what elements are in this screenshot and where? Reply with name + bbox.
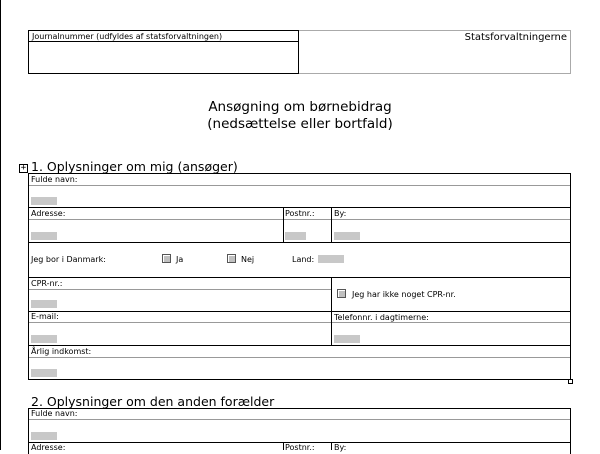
- row-divider: [28, 345, 571, 346]
- cpr-label: CPR-nr.:: [31, 279, 63, 288]
- section2-address-label: Adresse:: [31, 443, 66, 452]
- section2-name-divider: [29, 419, 570, 420]
- page-left-edge: [0, 0, 1, 450]
- row-divider: [28, 311, 571, 312]
- address-label-divider: [29, 219, 570, 220]
- row-divider: [28, 277, 571, 278]
- postal-label: Postnr.:: [285, 209, 315, 218]
- email-label: E-mail:: [31, 312, 59, 321]
- section2-full-name-field[interactable]: [31, 432, 57, 440]
- journal-number-box: [28, 30, 299, 74]
- full-name-label: Fulde navn:: [31, 175, 78, 184]
- col-divider: [331, 207, 332, 242]
- income-label: Årlig indkomst:: [31, 347, 92, 356]
- col-divider: [331, 311, 332, 345]
- section2-full-name-label: Fulde navn:: [31, 409, 78, 418]
- cpr-label-divider: [29, 289, 331, 290]
- yes-label: Ja: [176, 255, 184, 264]
- no-cpr-checkbox[interactable]: [337, 289, 346, 298]
- lives-in-denmark-label: Jeg bor i Danmark:: [31, 255, 106, 264]
- authority-box: [299, 30, 571, 74]
- postal-field[interactable]: [285, 232, 306, 240]
- col-divider: [331, 277, 332, 311]
- col-divider: [283, 442, 284, 450]
- document-title: Ansøgning om børnebidrag: [208, 99, 392, 115]
- no-cpr-label: Jeg har ikke noget CPR-nr.: [352, 290, 456, 299]
- col-divider: [283, 207, 284, 242]
- no-checkbox[interactable]: [227, 254, 236, 263]
- email-field[interactable]: [31, 335, 57, 343]
- section1-heading: 1. Oplysninger om mig (ansøger): [31, 159, 238, 174]
- row-divider: [28, 242, 571, 243]
- section2-city-label: By:: [334, 443, 347, 452]
- expand-icon[interactable]: +: [20, 163, 27, 173]
- document-subtitle: (nedsættelse eller bortfald): [207, 116, 393, 132]
- country-field[interactable]: [318, 255, 344, 263]
- journal-divider: [29, 41, 298, 42]
- journal-number-input[interactable]: [30, 43, 297, 73]
- cpr-field[interactable]: [31, 300, 57, 308]
- income-label-divider: [29, 357, 570, 358]
- city-label: By:: [334, 209, 347, 218]
- phone-label: Telefonnr. i dagtimerne:: [334, 313, 429, 322]
- address-field[interactable]: [31, 232, 57, 240]
- col-divider: [331, 442, 332, 450]
- yes-checkbox[interactable]: [162, 254, 171, 263]
- authority-name: Statsforvaltningerne: [464, 32, 567, 43]
- country-label: Land:: [292, 255, 315, 264]
- no-label: Nej: [241, 255, 255, 264]
- journal-number-label: Journalnummer (udfyldes af statsforvaltningen): [32, 32, 223, 41]
- city-field[interactable]: [334, 232, 360, 240]
- section2-heading: 2. Oplysninger om den anden forælder: [31, 394, 275, 409]
- phone-field[interactable]: [334, 335, 360, 343]
- full-name-label-divider: [29, 185, 570, 186]
- income-field[interactable]: [31, 369, 57, 377]
- full-name-field[interactable]: [31, 197, 57, 205]
- address-label: Adresse:: [31, 209, 66, 218]
- email-label-divider: [29, 322, 570, 323]
- section2-postal-label: Postnr.:: [285, 443, 315, 452]
- table-resize-handle[interactable]: [568, 379, 573, 384]
- row-divider: [28, 207, 571, 208]
